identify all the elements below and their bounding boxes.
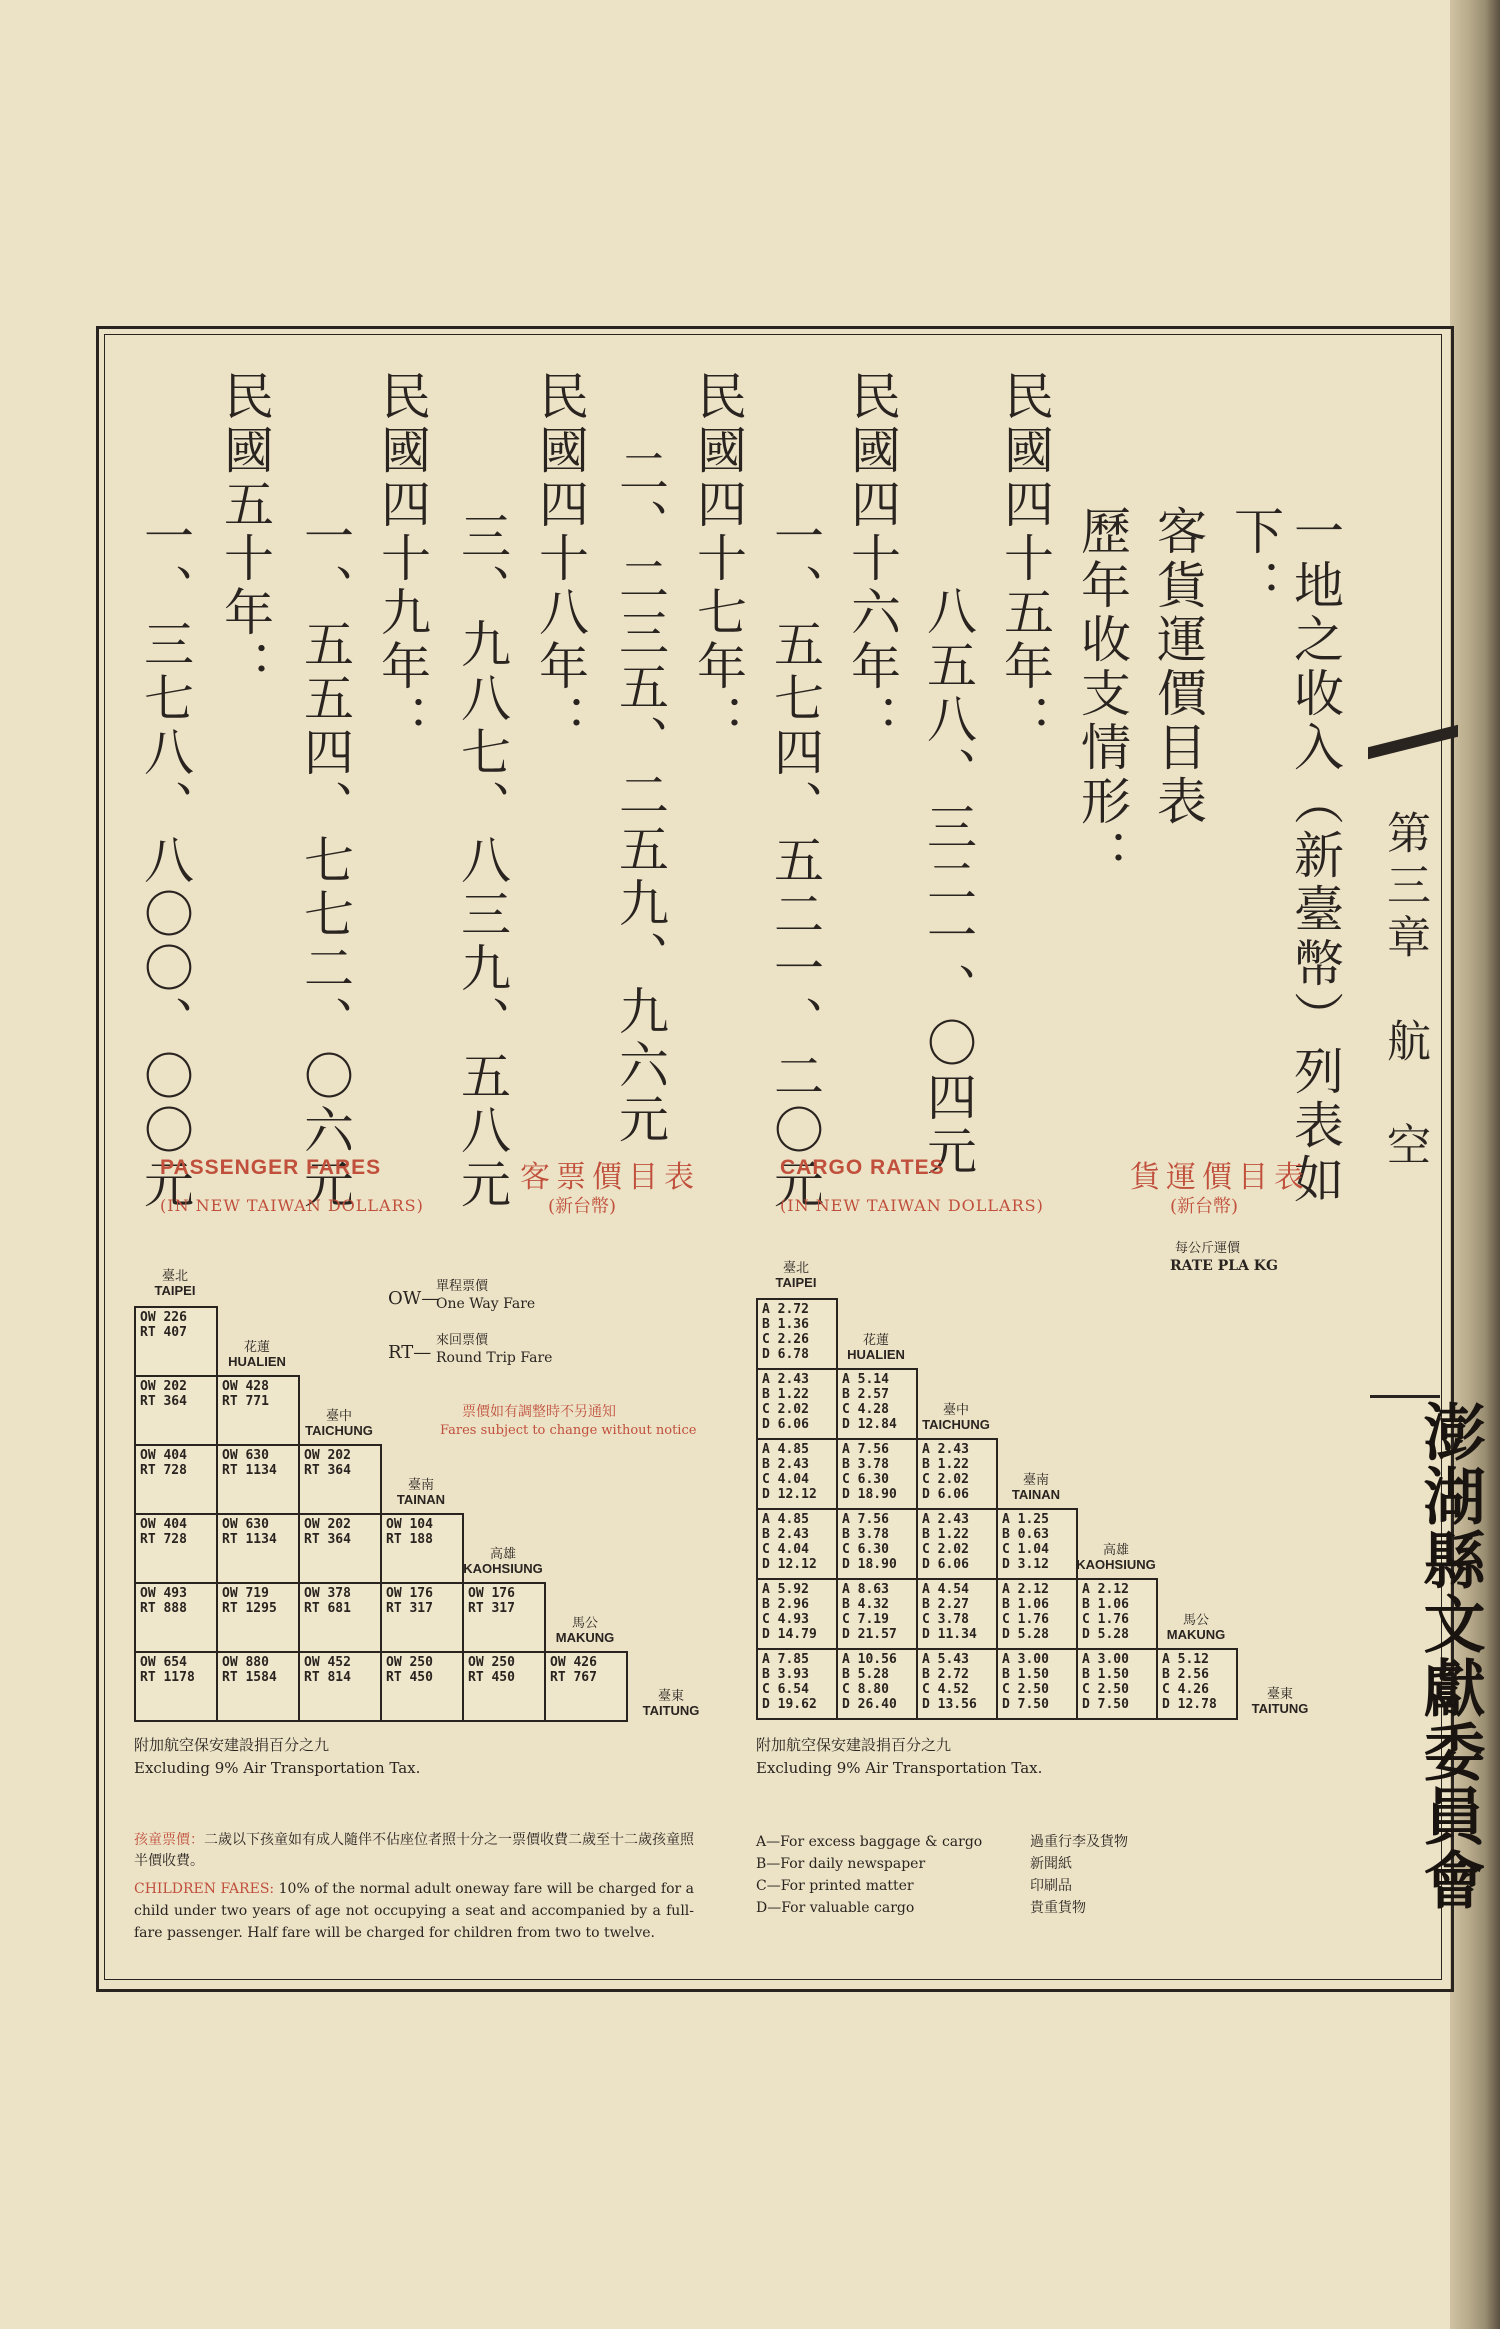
fare-cell: OW 426 RT 767 (544, 1651, 628, 1722)
passenger-subtitle-zh: (新台幣) (548, 1196, 617, 1217)
city-label: 臺南 TAINAN (1011, 1473, 1061, 1502)
fare-cell: OW 452 RT 814 (298, 1651, 382, 1722)
fare-cell: OW 202 RT 364 (134, 1375, 218, 1446)
fare-cell: OW 226 RT 407 (134, 1306, 218, 1377)
city-label: 馬公 MAKUNG (1166, 1613, 1226, 1642)
rt-label: RT— (388, 1342, 432, 1363)
legend-item-zh: 過重行李及貨物 (1030, 1834, 1128, 1850)
fare-cell: A 2.12 B 1.06 C 1.76 D 5.28 (1076, 1578, 1158, 1650)
text-column: 民國四十七年： (689, 370, 747, 748)
text-column: 一地之收入（新臺幣）列表如 (1286, 505, 1344, 1207)
fare-cell: OW 404 RT 728 (134, 1513, 218, 1584)
city-label: 臺北 TAIPEI (775, 1261, 817, 1290)
legend-item-en: B—For daily newspaper (756, 1856, 926, 1872)
cargo-tax-en: Excluding 9% Air Transportation Tax. (756, 1759, 1043, 1777)
page-edge (1450, 0, 1500, 2329)
text-column: 民國四十五年： (996, 370, 1054, 748)
text-column: 民國五十年： (216, 370, 274, 694)
text-column: 一、五五四、七七二、〇六元 (296, 510, 354, 1212)
fare-cell: OW 654 RT 1178 (134, 1651, 218, 1722)
text-column: 二、二三五、二五九、九六元 (611, 445, 669, 1147)
fare-cell: A 5.92 B 2.96 C 4.93 D 14.79 (756, 1578, 838, 1650)
fare-cell: OW 404 RT 728 (134, 1444, 218, 1515)
chapter-title: 第三章 航 空 (1379, 810, 1430, 1174)
notice-en: Fares subject to change without notice (440, 1423, 697, 1438)
cargo-title-en: CARGO RATES (780, 1156, 945, 1179)
book-title: 澎湖縣文獻委員會 (1413, 1400, 1486, 1912)
passenger-tax-zh: 附加航空保安建設捐百分之九 (134, 1736, 330, 1754)
fare-cell: OW 250 RT 450 (462, 1651, 546, 1722)
cargo-subtitle-en: (IN NEW TAIWAN DOLLARS) (780, 1196, 1044, 1215)
rate-en: RATE PLA KG (1170, 1258, 1278, 1274)
ow-zh: 單程票價 (436, 1279, 489, 1294)
fare-cell: A 4.85 B 2.43 C 4.04 D 12.12 (756, 1438, 838, 1510)
fare-cell: A 2.12 B 1.06 C 1.76 D 5.28 (996, 1578, 1078, 1650)
cargo-title-zh: 貨運價目表 (1130, 1160, 1310, 1195)
text-column: 客貨運價目表 (1149, 505, 1207, 829)
city-label: 臺中 TAICHUNG (305, 1409, 373, 1438)
children-zh: 二歲以下孩童如有成人隨伴不佔座位者照十分之一票價收費二歲至十二歲孩童照半價收費。 (134, 1832, 694, 1869)
fare-cell: A 2.43 B 1.22 C 2.02 D 6.06 (916, 1438, 998, 1510)
fare-cell: A 5.43 B 2.72 C 4.52 D 13.56 (916, 1648, 998, 1720)
fare-cell: A 3.00 B 1.50 C 2.50 D 7.50 (1076, 1648, 1158, 1720)
legend-item-en: D—For valuable cargo (756, 1900, 915, 1916)
passenger-subtitle-en: (IN NEW TAIWAN DOLLARS) (160, 1196, 424, 1215)
fare-cell: OW 176 RT 317 (462, 1582, 546, 1653)
text-column: 一、五七四、五二一、二〇元 (766, 510, 824, 1212)
fare-cell: A 2.43 B 1.22 C 2.02 D 6.06 (916, 1508, 998, 1580)
passenger-title-zh: 客票價目表 (520, 1160, 700, 1195)
fare-cell: OW 719 RT 1295 (216, 1582, 300, 1653)
city-label: 臺東 TAITUNG (1251, 1687, 1309, 1716)
fare-cell: OW 493 RT 888 (134, 1582, 218, 1653)
text-column: 三、九八七、八三九、五八元 (453, 510, 511, 1212)
fare-cell: A 7.56 B 3.78 C 6.30 D 18.90 (836, 1438, 918, 1510)
legend-item-zh: 貴重貨物 (1030, 1900, 1086, 1916)
text-column: 民國四十六年： (843, 370, 901, 748)
passenger-tax-en: Excluding 9% Air Transportation Tax. (134, 1759, 421, 1777)
fare-cell: OW 630 RT 1134 (216, 1513, 300, 1584)
fare-cell: A 1.25 B 0.63 C 1.04 D 3.12 (996, 1508, 1078, 1580)
cargo-subtitle-zh: (新台幣) (1170, 1196, 1239, 1217)
text-column: 民國四十八年： (531, 370, 589, 748)
text-column: 一、三七八、八〇〇、〇〇元 (136, 510, 194, 1212)
fare-cell: OW 104 RT 188 (380, 1513, 464, 1584)
city-label: 花蓮 HUALIEN (847, 1333, 905, 1362)
fare-cell: A 7.85 B 3.93 C 6.54 D 19.62 (756, 1648, 838, 1720)
fare-cell: OW 250 RT 450 (380, 1651, 464, 1722)
city-label: 花蓮 HUALIEN (228, 1340, 286, 1369)
fare-cell: A 2.72 B 1.36 C 2.26 D 6.78 (756, 1298, 838, 1370)
children-en-label: CHILDREN FARES: (134, 1881, 275, 1897)
children-zh-label: 孩童票價： (134, 1832, 204, 1848)
city-label: 高雄 KAOHSIUNG (463, 1547, 543, 1576)
fare-cell: OW 202 RT 364 (298, 1513, 382, 1584)
fare-cell: OW 202 RT 364 (298, 1444, 382, 1515)
fare-cell: OW 378 RT 681 (298, 1582, 382, 1653)
children-en: 10% of the normal adult oneway fare will be charged for a child under two years of age not occupying a seat and accompanied by a full-fare passenger. Half fare will be charged for children from two to twelve. (134, 1881, 695, 1941)
city-label: 馬公 MAKUNG (555, 1616, 615, 1645)
city-label: 臺中 TAICHUNG (922, 1403, 990, 1432)
text-column: 八五八、三二一、〇四元 (919, 585, 977, 1179)
fare-cell: OW 880 RT 1584 (216, 1651, 300, 1722)
fare-cell: A 10.56 B 5.28 C 8.80 D 26.40 (836, 1648, 918, 1720)
city-label: 臺東 TAITUNG (642, 1689, 700, 1718)
fare-cell: A 7.56 B 3.78 C 6.30 D 18.90 (836, 1508, 918, 1580)
rt-en: Round Trip Fare (436, 1350, 553, 1366)
legend-item-zh: 新聞紙 (1030, 1856, 1072, 1872)
rt-zh: 來回票價 (436, 1333, 489, 1348)
cargo-tax-zh: 附加航空保安建設捐百分之九 (756, 1736, 952, 1754)
legend-item-zh: 印刷品 (1030, 1878, 1072, 1894)
fare-cell: A 2.43 B 1.22 C 2.02 D 6.06 (756, 1368, 838, 1440)
fare-cell: A 4.54 B 2.27 C 3.78 D 11.34 (916, 1578, 998, 1650)
legend-item-en: A—For excess baggage & cargo (756, 1834, 983, 1850)
text-column: 歷年收支情形： (1073, 505, 1131, 883)
fare-cell: OW 630 RT 1134 (216, 1444, 300, 1515)
city-label: 臺北 TAIPEI (154, 1269, 196, 1298)
text-column: 下： (1226, 505, 1284, 613)
fare-cell: OW 176 RT 317 (380, 1582, 464, 1653)
fare-cell: A 8.63 B 4.32 C 7.19 D 21.57 (836, 1578, 918, 1650)
city-label: 臺南 TAINAN (396, 1478, 446, 1507)
fare-cell: A 5.14 B 2.57 C 4.28 D 12.84 (836, 1368, 918, 1440)
ow-label: OW— (388, 1288, 440, 1309)
fare-cell: OW 428 RT 771 (216, 1375, 300, 1446)
fare-cell: A 4.85 B 2.43 C 4.04 D 12.12 (756, 1508, 838, 1580)
notice-zh: 票價如有調整時不另通知 (462, 1404, 616, 1420)
fare-cell: A 3.00 B 1.50 C 2.50 D 7.50 (996, 1648, 1078, 1720)
city-label: 高雄 KAOHSIUNG (1076, 1543, 1156, 1572)
passenger-title-en: PASSENGER FARES (160, 1156, 382, 1179)
rate-zh: 每公斤運價 (1175, 1241, 1241, 1256)
text-column: 民國四十九年： (373, 370, 431, 748)
legend-item-en: C—For printed matter (756, 1878, 914, 1894)
ow-en: One Way Fare (436, 1296, 536, 1312)
sidebar-rule (1370, 1395, 1440, 1398)
fare-cell: A 5.12 B 2.56 C 4.26 D 12.78 (1156, 1648, 1238, 1720)
